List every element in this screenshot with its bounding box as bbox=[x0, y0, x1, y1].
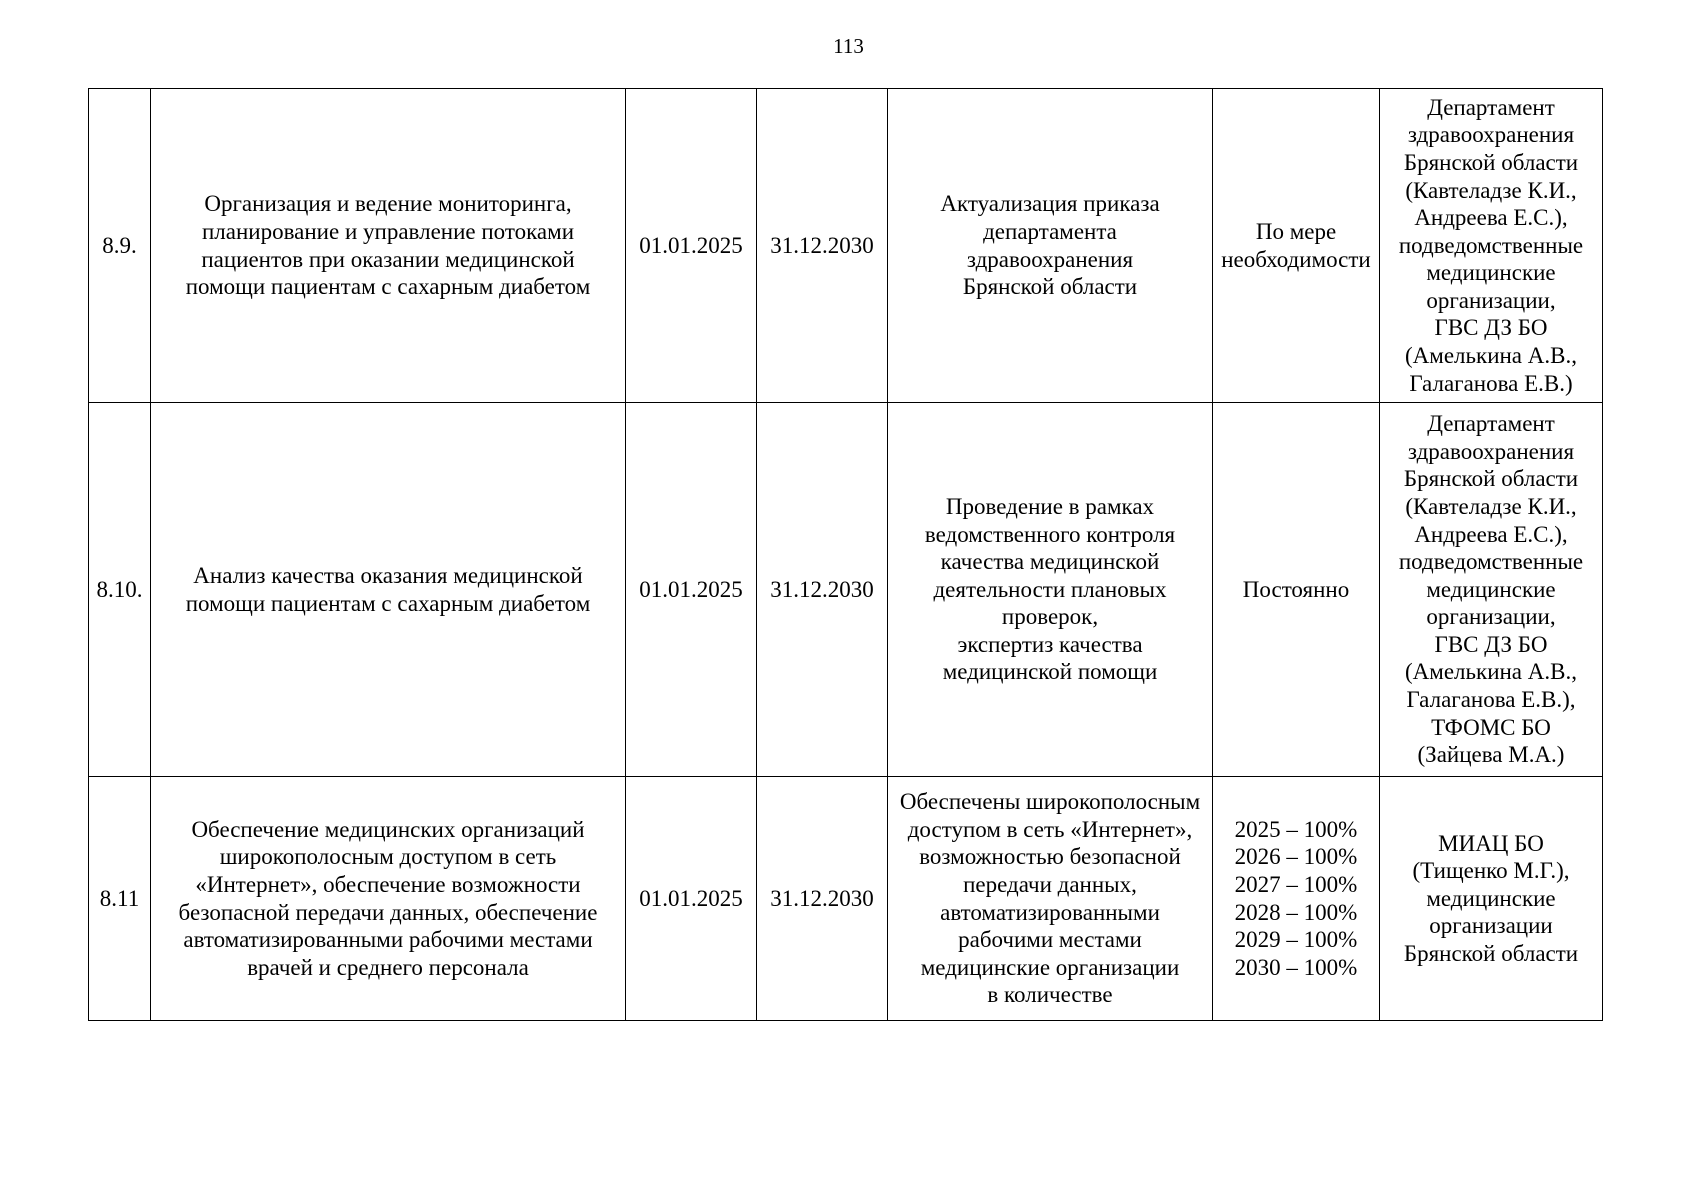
row-number-cell: 8.9. bbox=[89, 89, 151, 403]
start-date-cell: 01.01.2025 bbox=[626, 403, 757, 777]
measure-name-cell: Обеспечение медицинских организаций широкополосным доступом в сеть «Интернет», обеспечение возможности безопасной передачи данных, обеспечение автоматизированными рабочими местами врачей и среднего персонала bbox=[151, 777, 626, 1021]
end-date-cell: 31.12.2030 bbox=[757, 403, 888, 777]
result-cell: Актуализация приказа департамента здравоохранения Брянской области bbox=[888, 89, 1213, 403]
page-number: 113 bbox=[833, 34, 864, 58]
table-row bbox=[89, 777, 1603, 1021]
result-cell: Обеспечены широкополосным доступом в сеть «Интернет», возможностью безопасной передачи данных, автоматизированными рабочими местами медицинские организации в количестве bbox=[888, 777, 1213, 1021]
end-date-cell: 31.12.2030 bbox=[757, 89, 888, 403]
row-number-cell: 8.10. bbox=[89, 403, 151, 777]
measure-name-cell: Анализ качества оказания медицинской помощи пациентам с сахарным диабетом bbox=[151, 403, 626, 777]
row-number-cell: 8.11 bbox=[89, 777, 151, 1021]
end-date-cell: 31.12.2030 bbox=[757, 777, 888, 1021]
table-row bbox=[89, 403, 1603, 777]
start-date-cell: 01.01.2025 bbox=[626, 777, 757, 1021]
result-cell: Проведение в рамках ведомственного контроля качества медицинской деятельности плановых проверок, экспертиз качества медицинской помощи bbox=[888, 403, 1213, 777]
period-cell: По мере необходимости bbox=[1213, 89, 1380, 403]
start-date-cell: 01.01.2025 bbox=[626, 89, 757, 403]
responsible-cell: Департамент здравоохранения Брянской области (Кавтеладзе К.И., Андреева Е.С.), подведомственные медицинские организации, ГВС ДЗ БО (Амелькина А.В., Галаганова Е.В.) bbox=[1380, 89, 1603, 403]
measure-name-cell: Организация и ведение мониторинга, планирование и управление потоками пациентов при оказании медицинской помощи пациентам с сахарным диабетом bbox=[151, 89, 626, 403]
responsible-cell: МИАЦ БО (Тищенко М.Г.), медицинские организации Брянской области bbox=[1380, 777, 1603, 1021]
measures-table bbox=[88, 88, 1603, 1021]
table-row bbox=[89, 89, 1603, 403]
responsible-cell: Департамент здравоохранения Брянской области (Кавтеладзе К.И., Андреева Е.С.), подведомственные медицинские организации, ГВС ДЗ БО (Амелькина А.В., Галаганова Е.В.), ТФОМС БО (Зайцева М.А.) bbox=[1380, 403, 1603, 777]
period-cell: 2025 – 100% 2026 – 100% 2027 – 100% 2028 – 100% 2029 – 100% 2030 – 100% bbox=[1213, 777, 1380, 1021]
period-cell: Постоянно bbox=[1213, 403, 1380, 777]
